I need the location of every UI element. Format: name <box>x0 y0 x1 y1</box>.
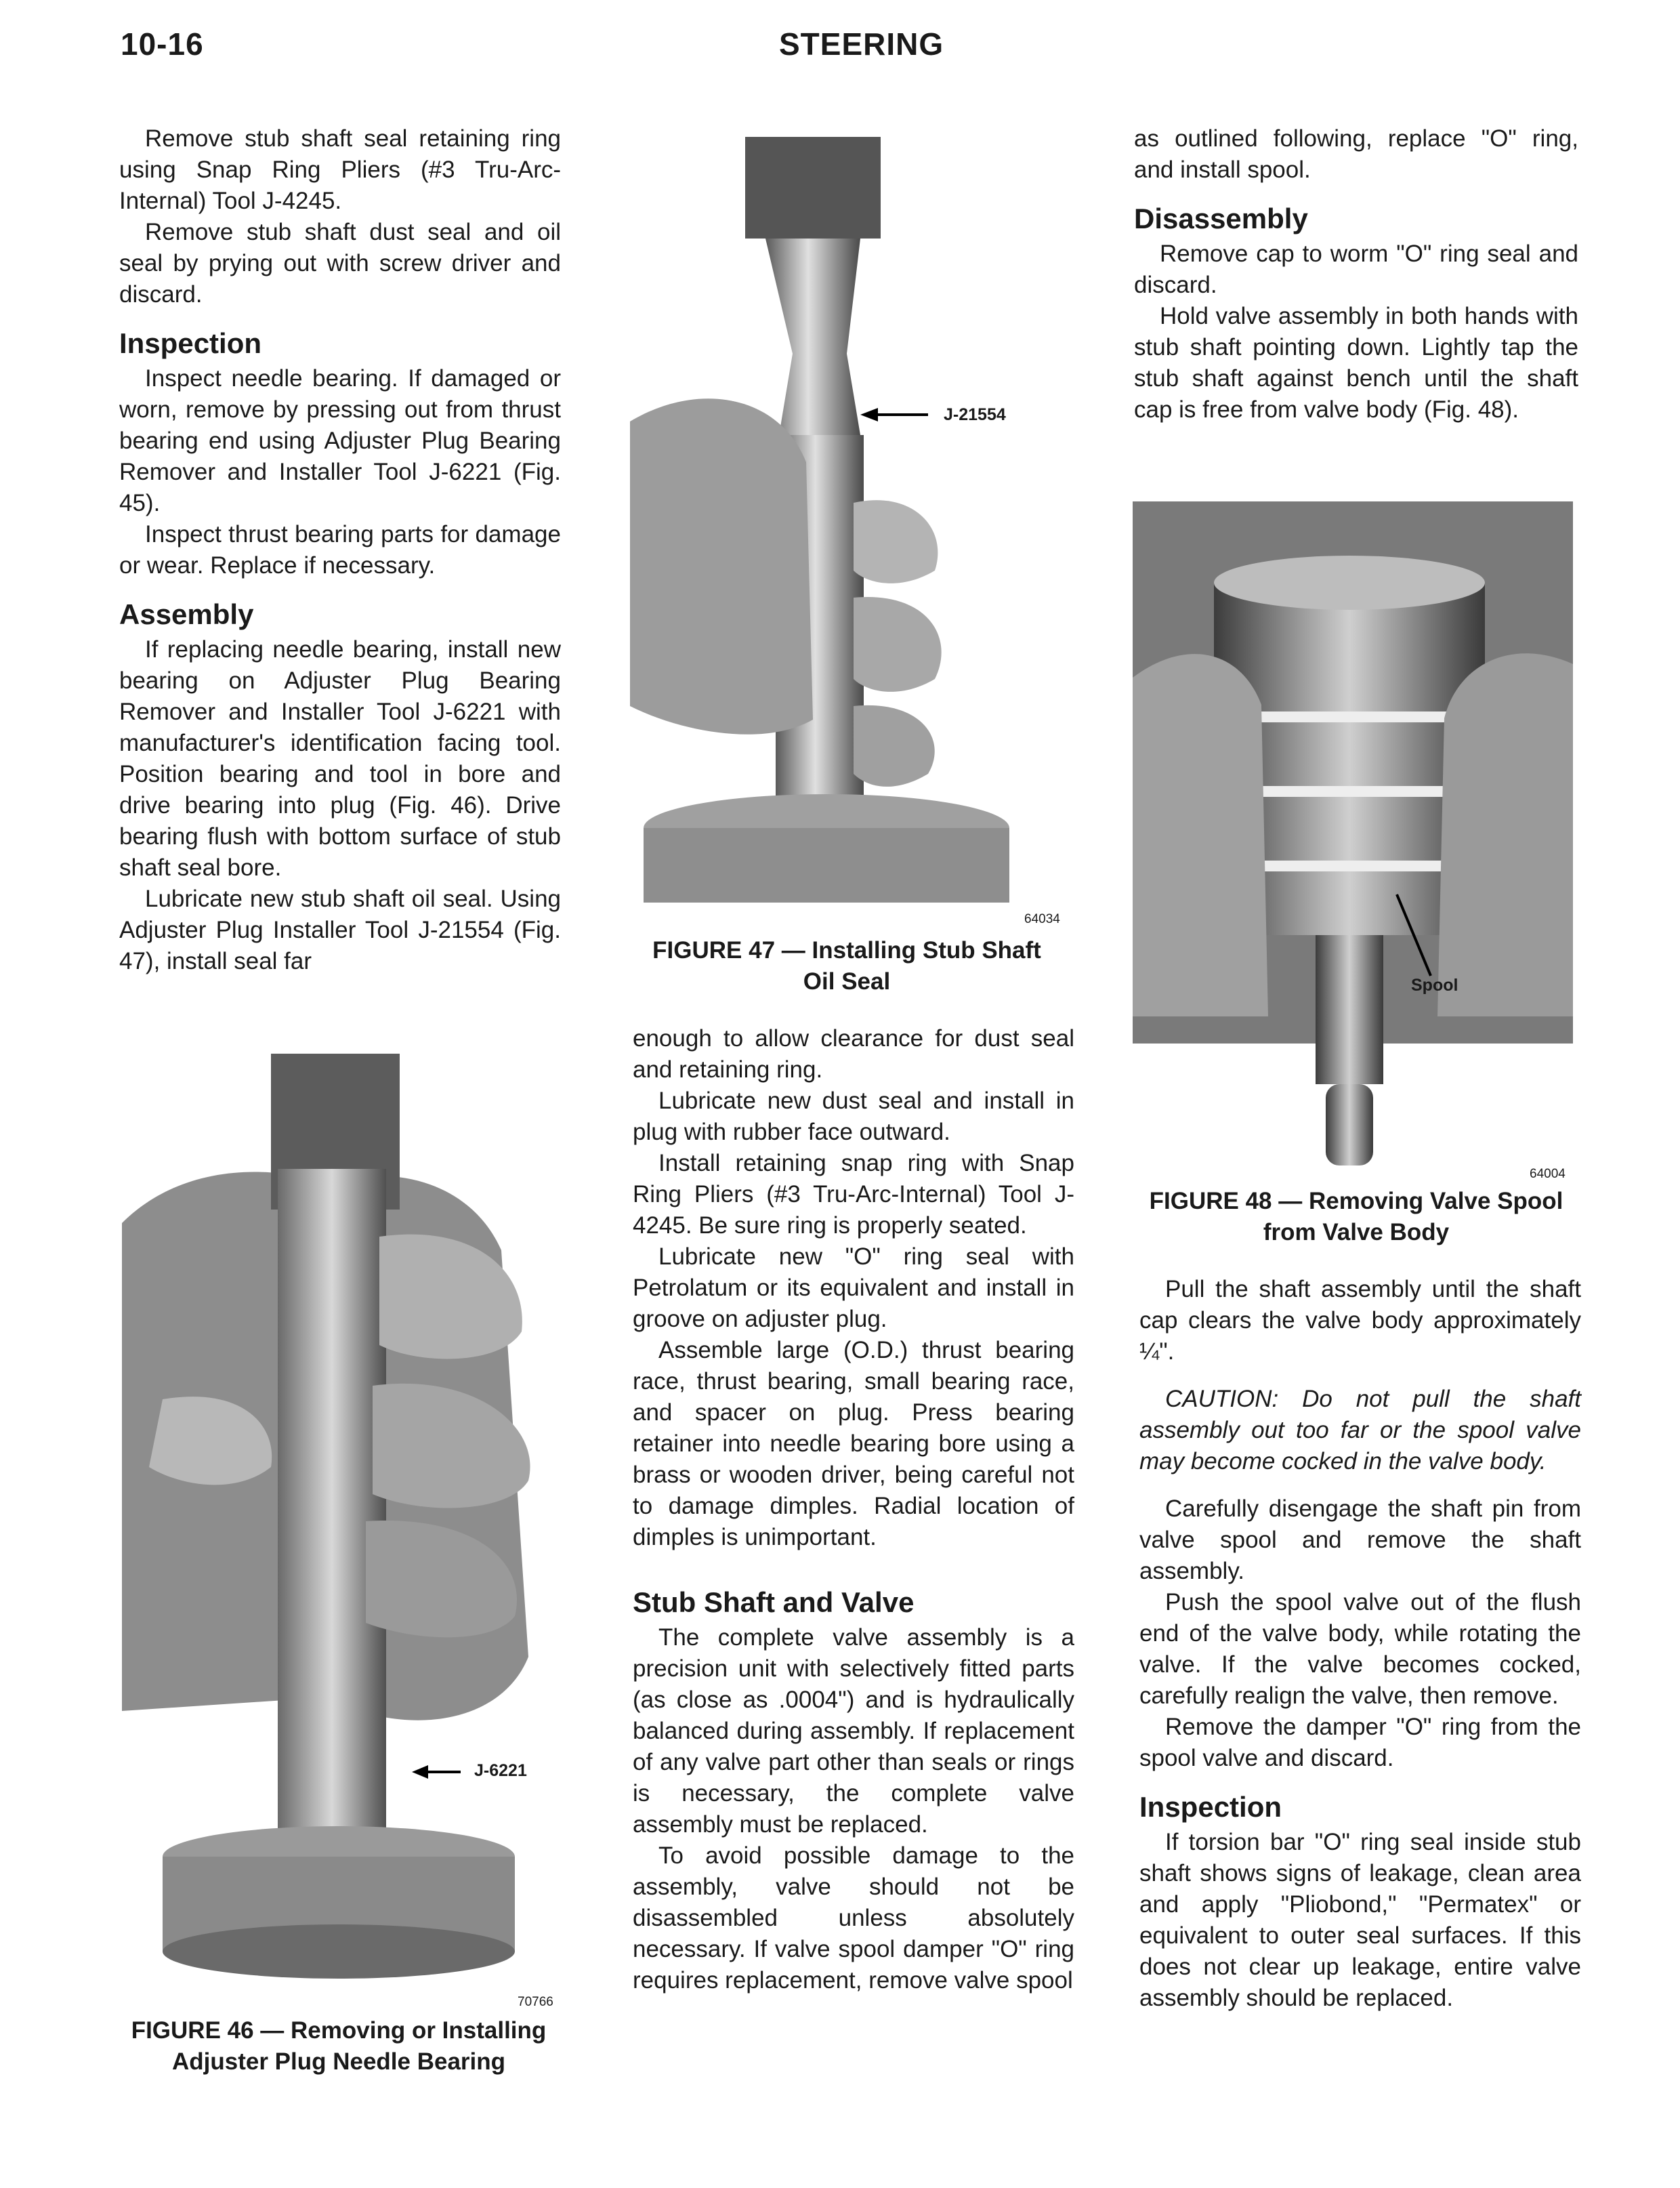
figure-47-photo <box>630 123 1064 909</box>
paragraph: Remove the damper "O" ring from the spool valve and discard. <box>1139 1714 1581 1771</box>
caption-line: FIGURE 48 — Removing Valve Spool <box>1149 1188 1563 1214</box>
paragraph: Remove cap to worm "O" ring seal and discard. <box>1134 241 1578 298</box>
caption-line: FIGURE 47 — Installing Stub Shaft <box>652 937 1041 964</box>
paragraph: Remove stub shaft seal retaining ring using Snap Ring Pliers (#3 Tru-Arc-Internal) Tool J-4245. <box>119 125 561 214</box>
paragraph: Lubricate new "O" ring seal with Petrolatum or its equivalent and install in groove on adjuster plug. <box>633 1243 1074 1332</box>
paragraph: To avoid possible damage to the assembly, valve should not be disassembled unless absolutely necessary. If valve spool damper "O" ring requires replacement, remove valve spool <box>633 1842 1074 1994</box>
paragraph: Remove stub shaft dust seal and oil seal by prying out with screw driver and discard. <box>119 219 561 308</box>
figure-46-illustration <box>122 1047 555 1992</box>
paragraph: Inspect thrust bearing parts for damage or wear. Replace if necessary. <box>119 521 561 579</box>
paragraph: Pull the shaft assembly until the shaft cap clears the valve body approximately ¼". <box>1139 1276 1581 1365</box>
paragraph: enough to allow clearance for dust seal and retaining ring. <box>633 1025 1074 1083</box>
page-title: STEERING <box>779 26 944 62</box>
right-column-bottom <box>1139 1274 1581 2014</box>
figure-48-callout: Spool <box>1411 976 1458 995</box>
paragraph: Inspect needle bearing. If damaged or worn, remove by pressing out from thrust bearing end using Adjuster Plug Bearing Remover and Installer Tool J-6221 (Fig. 45). <box>119 365 561 516</box>
left-column <box>119 123 561 977</box>
caption-line: FIGURE 46 — Removing or Installing <box>131 2017 547 2044</box>
figure-47-photo-number: 64034 <box>1024 912 1060 926</box>
caption-line: Adjuster Plug Needle Bearing <box>171 2048 506 2075</box>
paragraph: The complete valve assembly is a precision unit with selectively fitted parts (as close as .0004") and is hydraulically balanced during assembly. If replacement of any valve part other than seals or rings is necessary, the complete valve assembly must be replaced. <box>633 1624 1074 1838</box>
paragraph: Lubricate new stub shaft oil seal. Using Adjuster Plug Installer Tool J-21554 (Fig. 47), install seal far <box>119 886 561 974</box>
paragraph: Carefully disengage the shaft pin from valve spool and remove the shaft assembly. <box>1139 1495 1581 1584</box>
figure-47-caption <box>630 935 1064 997</box>
page-number: 10-16 <box>121 26 204 62</box>
figure-48-photo <box>1133 501 1573 1179</box>
section-heading-inspection: Inspection <box>119 327 262 359</box>
figure-47-callout: J-21554 <box>944 405 1006 424</box>
figure-46-callout: J-6221 <box>474 1761 527 1780</box>
paragraph: Install retaining snap ring with Snap Ring Pliers (#3 Tru-Arc-Internal) Tool J-4245. Be sure ring is properly seated. <box>633 1150 1074 1239</box>
paragraph: If torsion bar "O" ring seal inside stub shaft shows signs of leakage, clean area and apply "Pliobond," "Permatex" or equivalent to outer seal surfaces. If this does not clear up leakage, entire valve assembly should be replaced. <box>1139 1829 1581 2011</box>
section-heading-assembly: Assembly <box>119 598 254 630</box>
caption-line: from Valve Body <box>1263 1219 1450 1245</box>
figure-48-illustration <box>1133 501 1573 1179</box>
paragraph: Push the spool valve out of the flush end of the valve body, while rotating the valve. If the valve becomes cocked, carefully realign the valve, then remove. <box>1139 1589 1581 1709</box>
figure-48-caption <box>1133 1186 1580 1248</box>
paragraph: If replacing needle bearing, install new bearing on Adjuster Plug Bearing Remover and Installer Tool J-6221 with manufacturer's identification facing tool. Position bearing and tool in bore and drive bearing into plug (Fig. 46). Drive bearing flush with bottom surface of stub shaft seal bore. <box>119 636 561 881</box>
paragraph: Assemble large (O.D.) thrust bearing race, thrust bearing, small bearing race, and spacer on plug. Press bearing retainer into needle bearing bore using a brass or wooden driver, being careful not to damage dimples. Radial location of dimples is unimportant. <box>633 1337 1074 1550</box>
paragraph: as outlined following, replace "O" ring, and install spool. <box>1134 125 1578 183</box>
figure-46-caption <box>122 2015 555 2078</box>
figure-47-illustration <box>630 123 1064 909</box>
middle-column <box>633 1023 1074 1996</box>
figure-46-photo <box>122 1047 555 1992</box>
section-heading-disassembly: Disassembly <box>1134 203 1308 234</box>
section-heading-inspection-2: Inspection <box>1139 1791 1282 1823</box>
caution-note: CAUTION: Do not pull the shaft assembly out too far or the spool valve may become cocked in the valve body. <box>1139 1386 1581 1474</box>
caption-line: Oil Seal <box>803 968 891 995</box>
figure-48-photo-number: 64004 <box>1530 1167 1566 1181</box>
paragraph: Hold valve assembly in both hands with stub shaft pointing down. Lightly tap the stub shaft against bench until the shaft cap is free from valve body (Fig. 48). <box>1134 303 1578 423</box>
paragraph: Lubricate new dust seal and install in plug with rubber face outward. <box>633 1088 1074 1145</box>
section-heading-stub-shaft: Stub Shaft and Valve <box>633 1586 915 1618</box>
figure-46-photo-number: 70766 <box>518 1995 553 2009</box>
right-column-top <box>1134 123 1578 426</box>
